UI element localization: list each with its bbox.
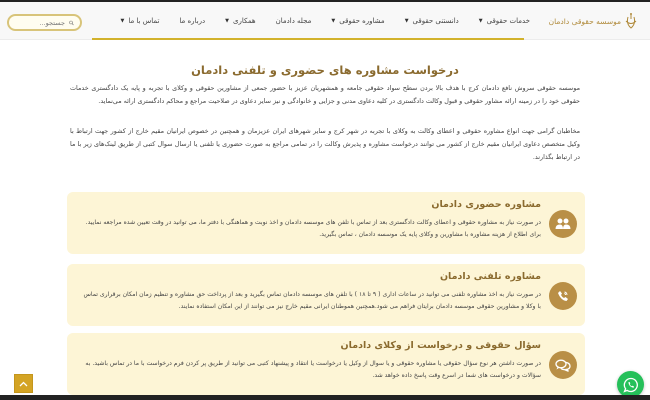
intro-paragraph: موسسه حقوقی سروش نافع دادمان کرج با هدف بالا بردن سطح سواد حقوقی جامعه و همشهریان عزیز با حضور جمعی از مشاورین حقوقی و وکلای با تجربه و پایه یک دادگستری خدمات حقوقی خود را در زمینه ارائه مشاور حقوقی و قبول وکالت دادگستری در کلیه دعاوی مدنی و جزایی و خانوادگی و نیز سایر دعاوی در صلاحیت مراجع و محاکم دادگستری ارائه می‌نماید. <box>70 84 580 105</box>
nav-item-about[interactable] <box>169 2 215 40</box>
site-header <box>0 2 650 40</box>
nav-label: خدمات حقوقی <box>486 17 530 25</box>
card-title: سؤال حقوقی و درخواست از وکلای دادمان <box>340 340 541 351</box>
card-in-person-consultation[interactable] <box>67 192 585 254</box>
caret-down-icon: ▼ <box>331 18 336 24</box>
nav-label: تماس با ما <box>128 17 160 25</box>
main-nav <box>110 2 540 40</box>
whatsapp-button[interactable] <box>617 371 644 398</box>
search-input[interactable] <box>15 19 65 27</box>
nav-item-legal-services[interactable] <box>469 2 540 40</box>
card-legal-question[interactable] <box>67 333 585 395</box>
caret-down-icon: ▼ <box>404 18 409 24</box>
nav-label: دانستنی حقوقی <box>412 17 459 25</box>
caret-down-icon: ▼ <box>120 18 125 24</box>
nav-item-magazine[interactable] <box>266 2 322 40</box>
caret-down-icon: ▼ <box>225 18 229 24</box>
logo-icon <box>624 12 638 30</box>
search-box[interactable] <box>7 14 82 31</box>
window-bottom-edge <box>0 395 650 400</box>
card-text: در صورت داشتن هر نوع سؤال حقوقی یا مشاوره حقوقی و یا سوال از وکیل یا درخواست یا انتقاد و پیشنهاد کتبی می توانید از طریق پر کردن فرم درخواست با ما در تماس باشید. به سؤالات و درخواست های شما در اسرع وقت پاسخ داده خواهد شد. <box>85 360 541 379</box>
site-logo[interactable] <box>549 11 638 31</box>
nav-underline <box>92 38 524 40</box>
scroll-to-top-button[interactable] <box>14 374 33 393</box>
nav-item-legal-knowledge[interactable] <box>395 2 469 40</box>
whatsapp-icon <box>623 377 639 393</box>
nav-label: درباره ما <box>179 17 206 25</box>
card-title: مشاوره حضوری دادمان <box>431 199 541 210</box>
card-phone-consultation[interactable] <box>67 264 585 326</box>
card-text: در صورت نیاز به اخذ مشاوره تلفنی می توانید در ساعات اداری ( ۹ تا ۱۸ ) با تلفن های موسسه دادمان تماس بگیرید و بعد از پرداخت حق مشاوره و تنظیم زمان امکان برقراری تماس با وکلا و مشاورین حقوقی موسسه دادمان برایتان فراهم می شود.همچنین هموطنان ایرانی مقیم خارج نیز می توانند از این امکان استفاده نمایند. <box>83 291 541 310</box>
card-text: در صورت نیاز به مشاوره حقوقی و اعطای وکالت دادگستری بعد از تماس با تلفن های موسسه دادمان و اخذ نوبت و هماهنگی با دفتر ما، می توانید در وقت تعیین شده مراجعه نمایید. برای اطلاع از هزینه مشاوره با مشاورین و وکلای پایه یک موسسه دادمان ، تماس بگیرید. <box>85 219 541 238</box>
page-title: درخواست مشاوره های حضوری و تلفنی دادمان <box>191 63 459 77</box>
nav-item-cooperation[interactable] <box>215 2 265 40</box>
nav-label: مشاوره حقوقی <box>339 17 385 25</box>
chevron-up-icon <box>19 381 28 387</box>
card-title: مشاوره تلفنی دادمان <box>439 271 541 282</box>
users-icon <box>549 210 577 238</box>
caret-down-icon: ▼ <box>478 18 483 24</box>
search-icon[interactable] <box>69 19 74 27</box>
nav-label: مجله دادمان <box>275 17 312 25</box>
nav-item-contact[interactable] <box>110 2 169 40</box>
logo-text: موسسه حقوقی دادمان <box>548 16 621 26</box>
chat-icon <box>549 351 577 379</box>
phone-icon <box>549 282 577 310</box>
audience-paragraph: مخاطبان گرامی جهت انواع مشاوره حقوقی و اعطای وکالت به وکلای با تجربه در شهر کرج و سایر شهرهای ایران عزیزمان و همچنین در خصوص ایرانیان مقیم خارج از کشور جهت ارتباط با وکیل متخصص دعاوی ایرانیان مقیم خارج از کشور می توانند درخواست مشاوره و پذیرش وکالت را در تمامی مراجع به صورت حضوری یا تلفنی یا ارسال سوال کتبی از طریق لینک‌های زیر با ما در ارتباط بگذارند. <box>70 127 580 161</box>
nav-label: همکاری <box>233 17 256 25</box>
nav-item-legal-consultation[interactable] <box>321 2 394 40</box>
